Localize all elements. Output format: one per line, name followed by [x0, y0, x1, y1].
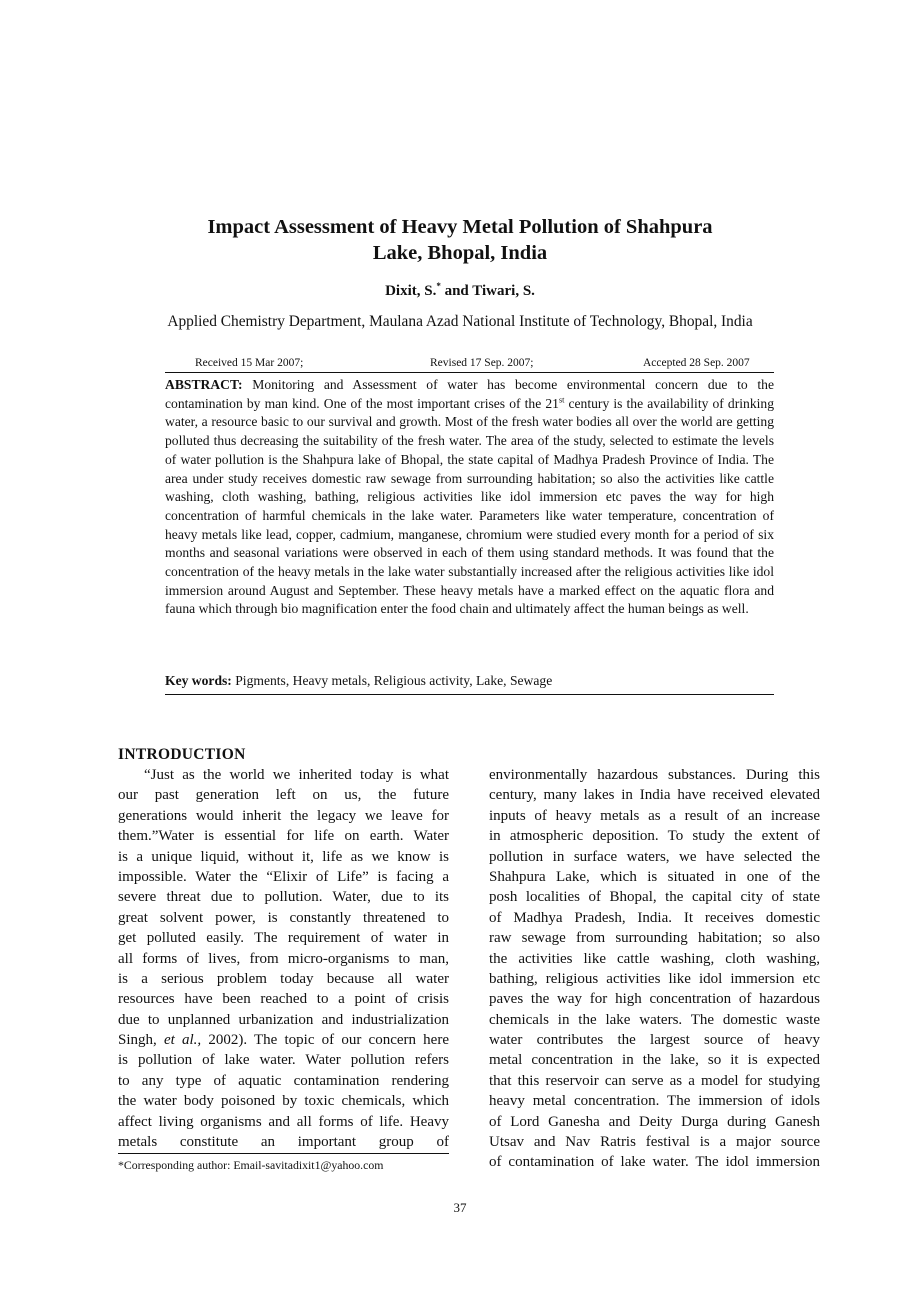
text-line: inputs of heavy metals as a result of an increase: [489, 807, 820, 824]
authors: Dixit, S.* and Tiwari, S.: [385, 281, 535, 299]
title-line-1: Impact Assessment of Heavy Metal Pollution of Shahpura: [207, 216, 713, 238]
text-line: in atmospheric deposition. To study the extent of: [489, 828, 820, 845]
right-column: [489, 765, 820, 1173]
text-line: them.”Water is essential for life on earth. Water: [118, 828, 449, 845]
abstract: [165, 376, 774, 619]
footnote: *Corresponding author: Email-savitadixit1@yahoo.com: [118, 1158, 384, 1172]
keywords-text: Pigments, Heavy metals, Religious activity, Lake, Sewage: [235, 673, 553, 688]
abstract-bottom-rule: [165, 694, 774, 695]
title-line-2: Lake, Bhopal, India: [372, 242, 548, 264]
text-line: due to unplanned urbanization and industrialization: [118, 1011, 449, 1028]
text-line: that this reservoir can serve as a model for studying: [489, 1072, 820, 1089]
text-line: resources have been reached to a point of crisis: [118, 991, 449, 1008]
text-line: chemicals in the lake waters. The domestic waste: [489, 1011, 820, 1028]
abstract-top-rule: [165, 372, 774, 373]
text-line: of Madhya Pradesh, India. It receives domestic: [489, 909, 820, 926]
dates-line: [190, 357, 766, 373]
text-line: heavy metal concentration. The immersion of idols: [489, 1093, 820, 1110]
text-line: paves the way for high concentration of hazardous: [489, 991, 820, 1008]
text-line: get polluted easily. The requirement of water in: [118, 930, 449, 947]
text-line: affect living organisms and all forms of life. Heavy: [118, 1113, 449, 1130]
text-line: environmentally hazardous substances. During this: [489, 767, 820, 783]
paper-title: [150, 214, 770, 266]
text-line: century, many lakes in India have received elevated: [489, 787, 820, 804]
keywords-label: Key words:: [165, 673, 232, 688]
text-line: Utsav and Nav Ratris festival is a major source: [489, 1134, 820, 1151]
text-line: of Lord Ganesha and Deity Durga during Ganesh: [489, 1113, 820, 1130]
text-line: great solvent power, is constantly threatened to: [118, 909, 449, 926]
text-line: metals constitute an important group of: [118, 1134, 449, 1151]
keywords: [165, 673, 774, 689]
text-line: water contributes the largest source of heavy: [489, 1032, 820, 1049]
revised-date: Revised 17 Sep. 2007;: [430, 357, 534, 369]
footnote-rule: [118, 1153, 449, 1154]
text-line: the activities like cattle washing, cloth washing,: [489, 950, 820, 967]
page-number: 37: [453, 1200, 467, 1215]
left-column: [118, 765, 449, 1152]
text-line: is pollution of lake water. Water pollution refers: [118, 1052, 449, 1069]
text-line: of contamination of lake water. The idol immersion: [489, 1154, 820, 1171]
text-line: Shahpura Lake, which is situated in one of the: [489, 868, 820, 885]
text-line: impossible. Water the “Elixir of Life” is facing a: [118, 868, 449, 885]
abstract-text: Monitoring and Assessment of water has become environmental concern due to the contamination by man kind. One of the most important crises of the 21st century is the availability of drinking water, a resource basic to our survival and growth. Most of the fresh water bodies all over the world are getting polluted thus decreasing the suitability of the fresh water. The area of the study, selected to estimate the levels of water pollution is the Shahpura lake of Bhopal, the state capital of Madhya Pradesh Province of India. The area under study receives domestic raw sewage from surrounding habitation; so also the activities like cattle washing, cloth washing, bathing, religious activities like idol immersion etc paves the way for high concentration of harmful chemicals in the lake water. Parameters like water temperature, concentration of heavy metals like lead, copper, cadmium, manganese, chromium were studied every month for a period of six months and seasonal variations were observed in each of them using standard methods. It was found that the concentration of the heavy metals in the lake water substantially increased after the religious activities like idol immersion around August and September. These heavy metals have a marked effect on the aquatic flora and fauna which through bio magnification enter the food chain and ultimately affect the human beings as well.: [165, 377, 774, 617]
text-line: posh localities of Bhopal, the capital city of state: [489, 889, 820, 906]
abstract-label: ABSTRACT:: [165, 377, 243, 392]
text-line: is a unique liquid, without it, life as we know is: [118, 848, 449, 865]
received-date: Received 15 Mar 2007;: [195, 357, 304, 369]
accepted-date: Accepted 28 Sep. 2007: [643, 357, 750, 369]
text-line: all forms of lives, from micro-organisms to man,: [118, 950, 449, 967]
text-line: the water body poisoned by toxic chemicals, which: [118, 1093, 449, 1110]
text-line: “Just as the world we inherited today is what: [144, 767, 449, 783]
text-line: our past generation left on us, the future: [118, 787, 449, 804]
text-line: Singh, et al., 2002). The topic of our concern here: [118, 1032, 449, 1049]
text-line: to any type of aquatic contamination rendering: [118, 1072, 449, 1089]
text-line: bathing, religious activities like idol immersion etc: [489, 970, 820, 987]
text-line: is a serious problem today because all water: [118, 970, 449, 987]
text-line: pollution in surface waters, we have selected the: [489, 848, 820, 865]
text-line: severe threat due to pollution. Water, due to its: [118, 889, 449, 906]
text-line: raw sewage from surrounding habitation; so also: [489, 930, 820, 947]
affiliation: Applied Chemistry Department, Maulana Azad National Institute of Technology, Bhopal, India: [167, 313, 753, 330]
text-line: generations would inherit the legacy we leave for: [118, 807, 449, 824]
text-line: metal concentration in the lake, so it is expected: [489, 1052, 820, 1069]
section-heading-introduction: INTRODUCTION: [118, 746, 246, 763]
